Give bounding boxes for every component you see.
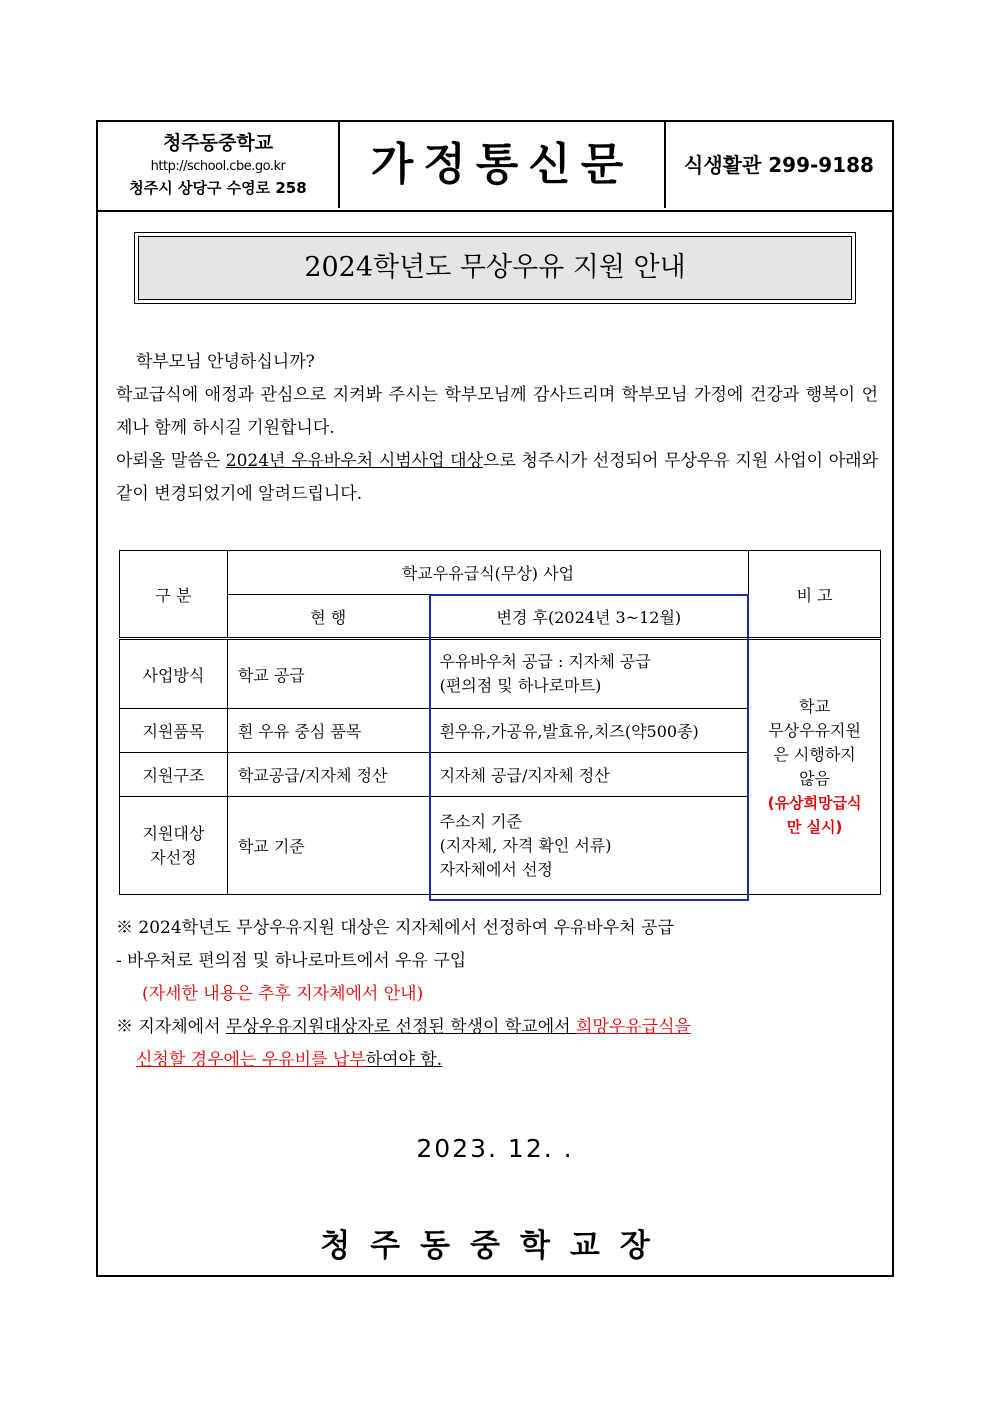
document-frame (96, 120, 894, 1277)
row-changed-line: 자자체에서 선정 (439, 859, 553, 879)
note-line: 은 시행하지 (773, 745, 856, 764)
intro-line1: 학교급식에 애정과 관심으로 지켜봐 주시는 학부모님께 감사드리며 학부모님 가정에 건강과 행복이 언제나 함께 하시길 기원합니다. (116, 385, 878, 438)
header-note: 비 고 (749, 551, 881, 639)
row-label (120, 797, 228, 895)
notes (116, 912, 886, 1077)
note-line: 않음 (799, 769, 831, 788)
note-line: 무상우유지원 (768, 721, 861, 740)
note-2: - 바우처로 편의점 및 하나로마트에서 우유 구입 (116, 951, 467, 971)
note-5-b: 하여야 함. (365, 1050, 443, 1070)
notice-title: 2024학년도 무상우유 지원 안내 (138, 236, 852, 300)
row-changed (429, 797, 749, 895)
note-4 (116, 1011, 886, 1044)
intro-line2-underlined: 2024년 우유바우처 시범사업 대상 (225, 451, 483, 471)
intro-line2-b: 으로 청주시가 선정되어 무상우유 지원 사업이 아래와 같이 변경되었기에 알려드립니다. (116, 451, 878, 504)
issue-date: 2023. 12. . (416, 1134, 574, 1163)
note-4-a: ※ 지자체에서 (116, 1017, 226, 1037)
note-red-line: (유상희망급식 (767, 794, 862, 812)
row-label-line: 자선정 (150, 847, 197, 867)
row-changed (429, 639, 749, 709)
note-1: ※ 2024학년도 무상우유지원 대상은 지자체에서 선정하여 우유바우처 공급 (116, 918, 674, 938)
school-info (98, 122, 340, 208)
intro-text (116, 346, 878, 511)
contact-info: 식생활관 299-9188 (684, 153, 874, 177)
title-box (134, 232, 856, 304)
row-current: 학교공급/지자체 정산 (227, 753, 429, 797)
greeting: 학부모님 안녕하십니까? (136, 352, 315, 372)
row-changed-line: (지자체, 자격 확인 서류) (439, 835, 612, 855)
school-url[interactable]: http://school.cbe.go.kr (150, 159, 286, 174)
row-label: 지원품목 (120, 709, 228, 753)
note-5 (116, 1044, 886, 1077)
school-name: 청주동중학교 (162, 132, 274, 154)
school-address: 청주시 상당구 수영로 258 (129, 179, 307, 197)
row-label: 지원구조 (120, 753, 228, 797)
note-red-line: 만 실시) (786, 818, 843, 836)
row-current: 흰 우유 중심 품목 (227, 709, 429, 753)
intro-line2-a: 아뢰올 말씀은 (116, 451, 226, 471)
intro-line2 (116, 445, 878, 511)
header-program: 학교우유급식(무상) 사업 (227, 551, 748, 595)
note-4-red: 희망우유급식을 (575, 1017, 691, 1037)
row-changed: 흰우유,가공유,발효유,치즈(약500종) (429, 709, 749, 753)
table-row (120, 639, 881, 709)
header (98, 122, 892, 212)
header-changed: 변경 후(2024년 3~12월) (429, 595, 749, 639)
row-label-line: 지원대상 (142, 823, 205, 843)
row-changed-line: 우유바우처 공급 : 지자체 공급 (439, 652, 651, 671)
note-5-red: 신청할 경우에는 우유비를 납부 (136, 1050, 366, 1070)
row-changed-line: 주소지 기준 (439, 811, 522, 831)
row-label: 사업방식 (120, 639, 228, 709)
row-current: 학교 공급 (227, 639, 429, 709)
doc-title: 가정통신문 (340, 122, 666, 208)
header-current: 현 행 (227, 595, 429, 639)
note-cell (749, 639, 881, 895)
note-3: (자세한 내용은 추후 지자체에서 안내) (142, 984, 424, 1004)
milk-support-table (119, 550, 881, 895)
header-category: 구 분 (120, 551, 228, 639)
note-4-underlined: 무상우유지원대상자로 선정된 학생이 학교에서 (225, 1017, 576, 1037)
note-line: 학교 (799, 697, 831, 716)
row-changed: 지자체 공급/지자체 정산 (429, 753, 749, 797)
row-changed-line: (편의점 및 하나로마트) (439, 676, 602, 695)
principal-signature: 청주동중학교장 (320, 1228, 670, 1264)
row-current: 학교 기준 (227, 797, 429, 895)
